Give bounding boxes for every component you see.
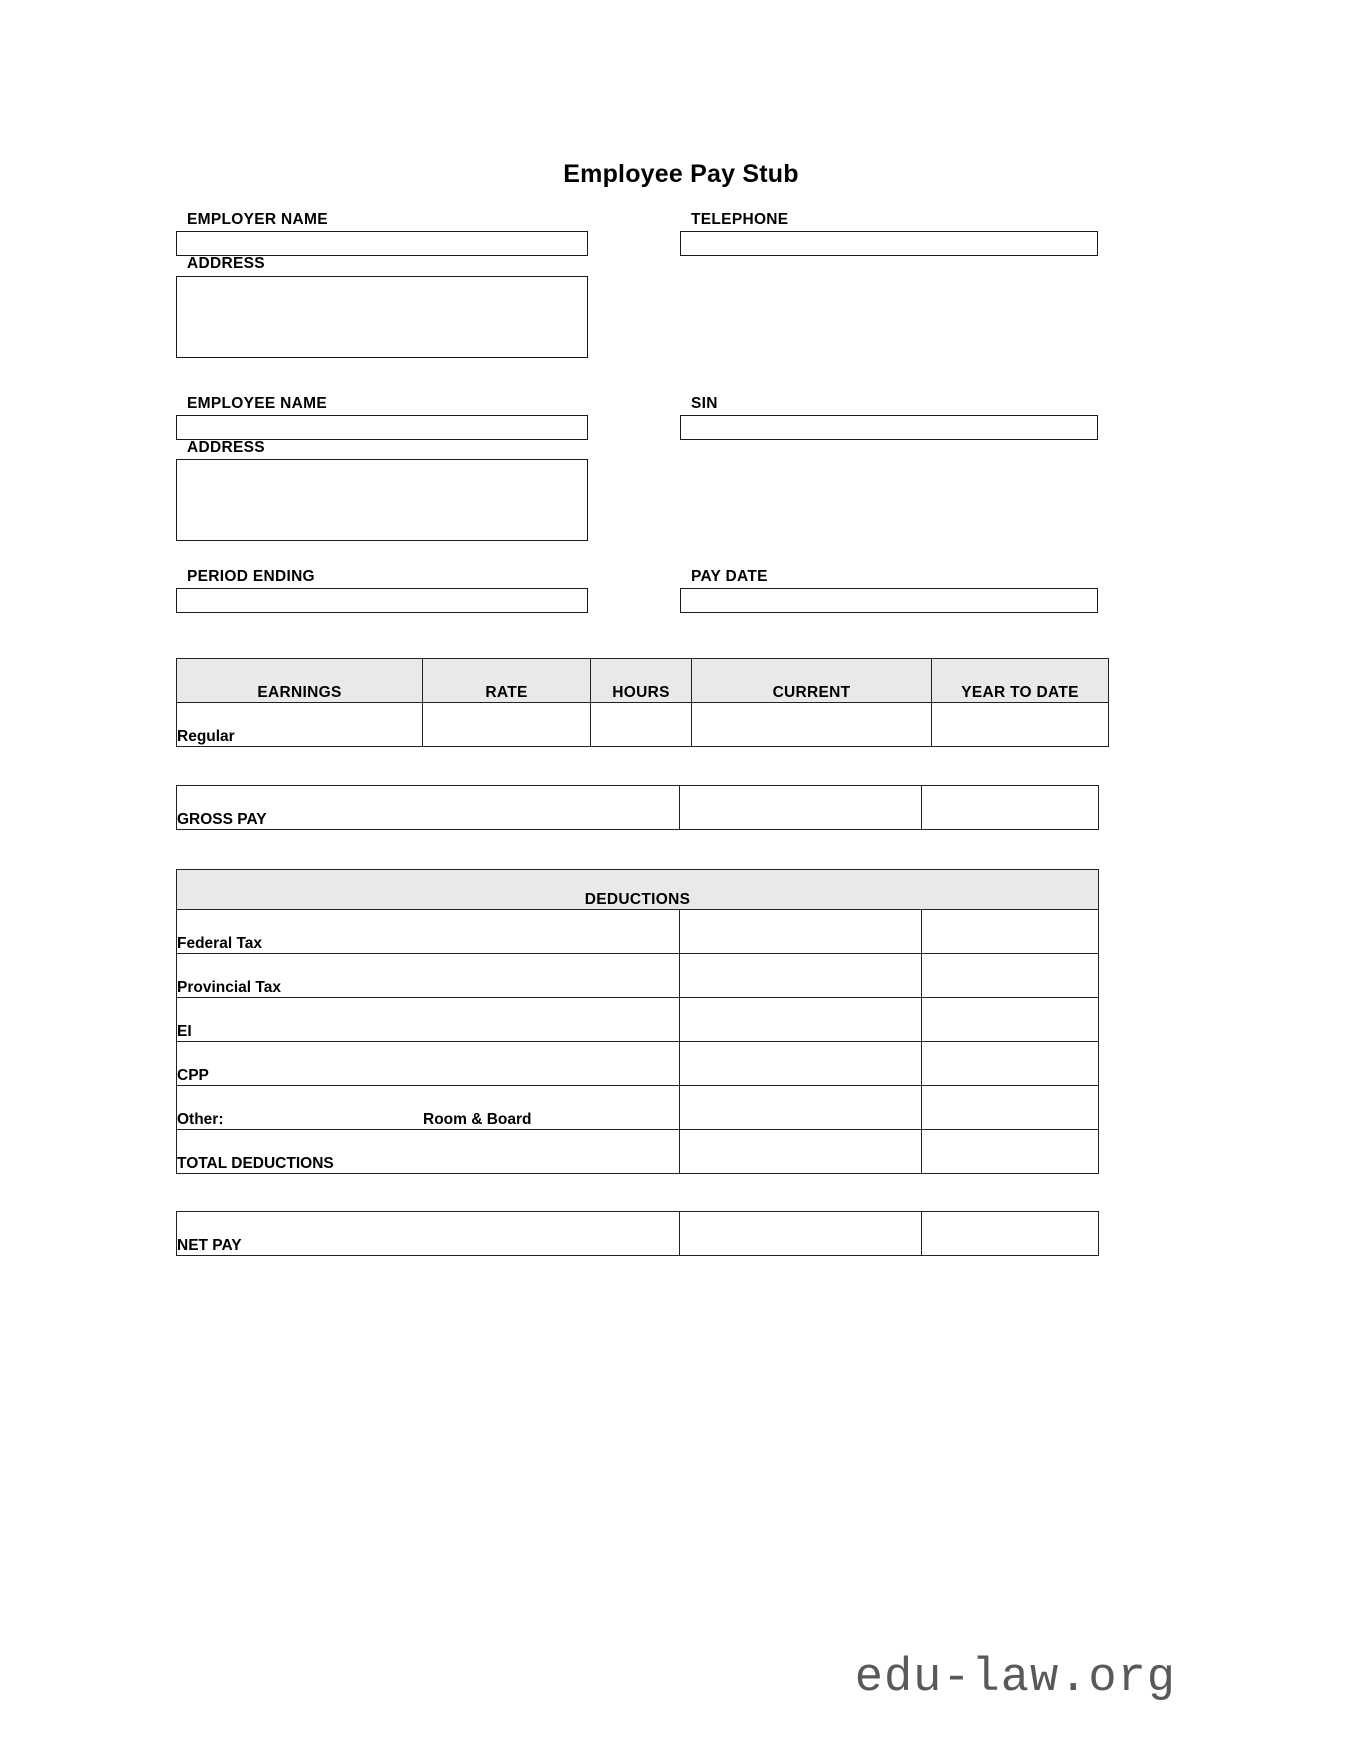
table-row <box>177 1042 1099 1086</box>
gross-pay-label: GROSS PAY <box>177 786 680 830</box>
telephone-label: TELEPHONE <box>691 211 789 228</box>
employer-address-group <box>176 256 588 357</box>
table-row <box>177 703 1109 747</box>
employer-name-group <box>176 212 588 256</box>
employer-name-input[interactable] <box>176 231 588 256</box>
earnings-table <box>176 658 1109 747</box>
sin-group <box>680 396 1098 440</box>
deduction-ei-current-input[interactable] <box>680 998 922 1042</box>
deduction-note-room-and-board: Room & Board <box>423 1111 532 1128</box>
gross-pay-ytd-input[interactable] <box>922 786 1099 830</box>
gross-pay-current-input[interactable] <box>680 786 922 830</box>
deduction-label-other: Other: <box>177 1111 224 1128</box>
section-spacer <box>176 358 1098 396</box>
pay-date-group <box>680 569 1098 613</box>
deductions-title: DEDUCTIONS <box>177 870 1099 910</box>
pay-date-input[interactable] <box>680 588 1098 613</box>
deduction-cpp-current-input[interactable] <box>680 1042 922 1086</box>
deduction-provincial-tax-ytd-input[interactable] <box>922 954 1099 998</box>
deduction-federal-tax-current-input[interactable] <box>680 910 922 954</box>
earnings-row-label-regular: Regular <box>177 703 423 747</box>
deduction-label-total-deductions: TOTAL DEDUCTIONS <box>177 1130 680 1174</box>
employee-address-input[interactable] <box>176 459 588 541</box>
site-watermark: edu-law.org <box>854 1652 1176 1705</box>
table-row <box>177 1130 1099 1174</box>
total-deductions-current-input[interactable] <box>680 1130 922 1174</box>
deduction-ei-ytd-input[interactable] <box>922 998 1099 1042</box>
table-row <box>177 954 1099 998</box>
deduction-label-provincial-tax: Provincial Tax <box>177 954 680 998</box>
employer-address-spacer <box>680 256 1098 357</box>
column-gap <box>588 396 680 440</box>
employer-address-input[interactable] <box>176 276 588 358</box>
column-gap <box>588 569 680 613</box>
net-pay-ytd-input[interactable] <box>922 1212 1099 1256</box>
period-ending-input[interactable] <box>176 588 588 613</box>
total-deductions-ytd-input[interactable] <box>922 1130 1099 1174</box>
employee-address-group <box>176 440 588 541</box>
period-paydate-row <box>176 569 1098 613</box>
employee-address-spacer <box>680 440 1098 541</box>
employer-name-telephone-row <box>176 212 1098 256</box>
employee-address-row <box>176 440 1098 541</box>
employee-name-group <box>176 396 588 440</box>
column-gap <box>588 256 680 357</box>
deductions-table <box>176 869 1099 1174</box>
employer-address-label: ADDRESS <box>187 255 265 273</box>
deduction-other-ytd-input[interactable] <box>922 1086 1099 1130</box>
net-pay-current-input[interactable] <box>680 1212 922 1256</box>
employee-name-label: EMPLOYEE NAME <box>187 394 327 412</box>
deduction-provincial-tax-current-input[interactable] <box>680 954 922 998</box>
other-row-inline <box>177 1111 679 1129</box>
section-spacer <box>176 541 1098 569</box>
earnings-col-header-hours: HOURS <box>591 659 692 703</box>
telephone-input[interactable] <box>680 231 1098 256</box>
earnings-regular-rate-input[interactable] <box>423 703 591 747</box>
page-title: Employee Pay Stub <box>563 160 799 188</box>
earnings-header-row <box>177 659 1109 703</box>
deduction-federal-tax-ytd-input[interactable] <box>922 910 1099 954</box>
deduction-other-current-input[interactable] <box>680 1086 922 1130</box>
employee-name-sin-row <box>176 396 1098 440</box>
deduction-row-other <box>177 1086 680 1130</box>
period-ending-label: PERIOD ENDING <box>187 568 315 586</box>
gross-pay-row <box>177 786 1099 830</box>
sin-label: SIN <box>691 394 718 412</box>
gross-pay-table <box>176 785 1099 830</box>
employee-address-label: ADDRESS <box>187 438 265 456</box>
table-row <box>177 998 1099 1042</box>
deduction-label-federal-tax: Federal Tax <box>177 910 680 954</box>
table-row <box>177 1086 1099 1130</box>
earnings-col-header-year-to-date: YEAR TO DATE <box>932 659 1109 703</box>
form-fields-area <box>176 212 1098 613</box>
pay-date-label: PAY DATE <box>691 568 768 586</box>
column-gap <box>588 440 680 541</box>
earnings-regular-ytd-input[interactable] <box>932 703 1109 747</box>
employee-name-input[interactable] <box>176 415 588 440</box>
period-ending-group <box>176 569 588 613</box>
sin-input[interactable] <box>680 415 1098 440</box>
earnings-regular-hours-input[interactable] <box>591 703 692 747</box>
earnings-col-header-rate: RATE <box>423 659 591 703</box>
column-gap <box>588 212 680 256</box>
net-pay-table <box>176 1211 1099 1256</box>
earnings-col-header-earnings: EARNINGS <box>177 659 423 703</box>
employer-address-row <box>176 256 1098 357</box>
deduction-label-cpp: CPP <box>177 1042 680 1086</box>
earnings-regular-current-input[interactable] <box>692 703 932 747</box>
deduction-cpp-ytd-input[interactable] <box>922 1042 1099 1086</box>
deduction-label-ei: EI <box>177 998 680 1042</box>
deductions-title-row <box>177 870 1099 910</box>
net-pay-label: NET PAY <box>177 1212 680 1256</box>
earnings-col-header-current: CURRENT <box>692 659 932 703</box>
net-pay-row <box>177 1212 1099 1256</box>
employer-name-label: EMPLOYER NAME <box>187 211 328 228</box>
table-row <box>177 910 1099 954</box>
telephone-group <box>680 212 1098 256</box>
